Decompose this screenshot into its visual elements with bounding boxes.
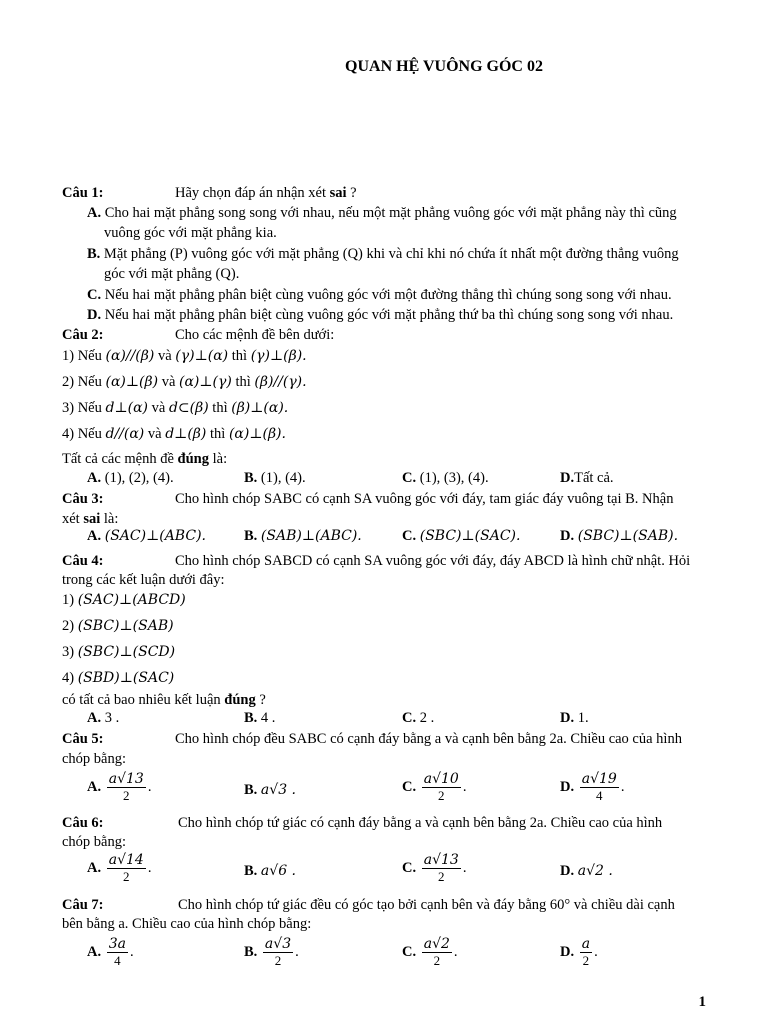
question-2-stem: Cho các mệnh đề bên dưới: [175, 327, 335, 343]
fraction: $\frac{a√19}{4}$ [581, 771, 617, 803]
question-4-option-c: C. 2 . [402, 710, 435, 726]
question-5-option-d: D. $\frac{a√19}{4}$ . [560, 771, 625, 803]
question-4-label: Câu 4: [62, 553, 104, 569]
fraction: $\frac{a√3}{2}$ [264, 936, 292, 968]
question-3-stem: Cho hình chóp SABC có cạnh SA vuông góc với đáy, tam giác đáy vuông tại B. Nhận [175, 491, 674, 507]
question-5-options [87, 772, 707, 806]
question-7-stem: Cho hình chóp tứ giác đều có góc tạo bởi cạnh bên và đáy bằng 60° và chiều dài cạnh [178, 897, 675, 913]
page-number: 1 [698, 994, 706, 1010]
question-4-stem-cont: trong các kết luận dưới đây: [62, 572, 225, 588]
question-7-options [87, 937, 707, 971]
question-6-options [87, 853, 707, 887]
question-2-ask: Tất cả các mệnh đề đúng là: [62, 451, 228, 467]
question-3-label: Câu 3: [62, 491, 104, 507]
question-7-label: Câu 7: [62, 897, 104, 913]
question-1-option-b: B. Mặt phẳng (P) vuông góc với mặt phẳng (Q) khi và chỉ khi nó chứa ít nhất một đường thẳng vuông [87, 246, 679, 262]
question-5-label: Câu 5: [62, 731, 104, 747]
question-4-statement-3: 3) (SBC)⊥(SCD) [62, 644, 176, 660]
question-6-stem-cont: chóp bằng: [62, 834, 127, 850]
page-title: QUAN HỆ VUÔNG GÓC 02 [345, 58, 543, 75]
question-6-option-b: B. a√6 . [244, 863, 296, 879]
question-5-option-b: B. a√3 . [244, 782, 296, 798]
question-1-label: Câu 1: [62, 185, 104, 201]
question-1-option-a-cont: vuông góc với mặt phẳng kia. [104, 225, 277, 241]
question-6-label: Câu 6: [62, 815, 104, 831]
question-6-option-d: D. a√2 . [560, 863, 613, 879]
question-7-option-b: B. $\frac{a√3}{2}$ . [244, 936, 299, 968]
question-4-statement-1: 1) (SAC)⊥(ABCD) [62, 592, 186, 608]
question-1-stem: Hãy chọn đáp án nhận xét sai ? [175, 185, 357, 201]
question-3-option-c: C. (SBC)⊥(SAC). [402, 528, 521, 544]
question-4-option-d: D. 1. [560, 710, 589, 726]
fraction: $\frac{a√14}{2}$ [108, 852, 144, 884]
question-2-statement-4: 4) Nếu d//(α) và d⊥(β) thì (α)⊥(β). [62, 426, 286, 442]
fraction: $\frac{a√13}{2}$ [423, 852, 459, 884]
question-7-stem-cont: bên bằng a. Chiều cao của hình chóp bằng: [62, 916, 312, 932]
question-3-option-a: A. (SAC)⊥(ABC). [87, 528, 206, 544]
question-2-statement-2: 2) Nếu (α)⊥(β) và (α)⊥(γ) thì (β)//(γ). [62, 374, 307, 390]
question-5-stem-cont: chóp bằng: [62, 751, 127, 767]
fraction: $\frac{a√13}{2}$ [108, 771, 144, 803]
question-3-option-b: B. (SAB)⊥(ABC). [244, 528, 362, 544]
fraction: $\frac{a√2}{2}$ [423, 936, 450, 968]
question-2-statement-3: 3) Nếu d⊥(α) và d⊂(β) thì (β)⊥(α). [62, 400, 289, 416]
question-2-option-d: D.Tất cả. [560, 470, 614, 486]
question-5-option-c: C. $\frac{a√10}{2}$ . [402, 771, 467, 803]
question-2-label: Câu 2: [62, 327, 104, 343]
question-5-stem: Cho hình chóp đều SABC có cạnh đáy bằng a và cạnh bên bằng 2a. Chiều cao của hình [175, 731, 682, 747]
question-2-option-b: B. (1), (4). [244, 470, 306, 486]
question-3-option-d: D. (SBC)⊥(SAB). [560, 528, 679, 544]
question-4-stem: Cho hình chóp SABCD có cạnh SA vuông góc với đáy, đáy ABCD là hình chữ nhật. Hỏi [175, 553, 691, 569]
question-6-stem: Cho hình chóp tứ giác có cạnh đáy bằng a và cạnh bên bằng 2a. Chiều cao của hình [178, 815, 663, 831]
fraction: $\frac{a√10}{2}$ [423, 771, 459, 803]
question-7-option-a: A. $\frac{3a}{4}$ . [87, 936, 134, 968]
question-5-option-a: A. $\frac{a√13}{2}$ . [87, 771, 152, 803]
question-1-option-b-cont: góc với mặt phẳng (Q). [104, 266, 240, 282]
question-1-option-d: D. Nếu hai mặt phẳng phân biệt cùng vuông góc với mặt phẳng thứ ba thì chúng song song với nhau. [87, 307, 674, 323]
question-2-statement-1: 1) Nếu (α)//(β) và (γ)⊥(α) thì (γ)⊥(β). [62, 348, 307, 364]
question-6-option-a: A. $\frac{a√14}{2}$ . [87, 852, 152, 884]
question-7-option-d: D. $\frac{a}{2}$ . [560, 936, 598, 968]
question-4-statement-4: 4) (SBD)⊥(SAC) [62, 670, 175, 686]
fraction: $\frac{3a}{4}$ [108, 936, 126, 968]
question-4-option-b: B. 4 . [244, 710, 276, 726]
question-1-option-a: A. Cho hai mặt phẳng song song với nhau, nếu một mặt phẳng vuông góc với mặt phẳng này thì cũng [87, 205, 677, 221]
question-2-option-c: C. (1), (3), (4). [402, 470, 489, 486]
question-1-option-c: C. Nếu hai mặt phẳng phân biệt cùng vuông góc với một đường thẳng thì chúng song song với nhau. [87, 287, 672, 303]
question-4-option-a: A. 3 . [87, 710, 120, 726]
question-7-option-c: C. $\frac{a√2}{2}$ . [402, 936, 458, 968]
question-6-option-c: C. $\frac{a√13}{2}$ . [402, 852, 467, 884]
question-3-stem-cont: xét sai là: [62, 511, 119, 527]
question-2-option-a: A. (1), (2), (4). [87, 470, 174, 486]
question-4-ask: có tất cả bao nhiêu kết luận đúng ? [62, 692, 266, 708]
question-4-statement-2: 2) (SBC)⊥(SAB) [62, 618, 174, 634]
fraction: $\frac{a}{2}$ [581, 936, 591, 968]
